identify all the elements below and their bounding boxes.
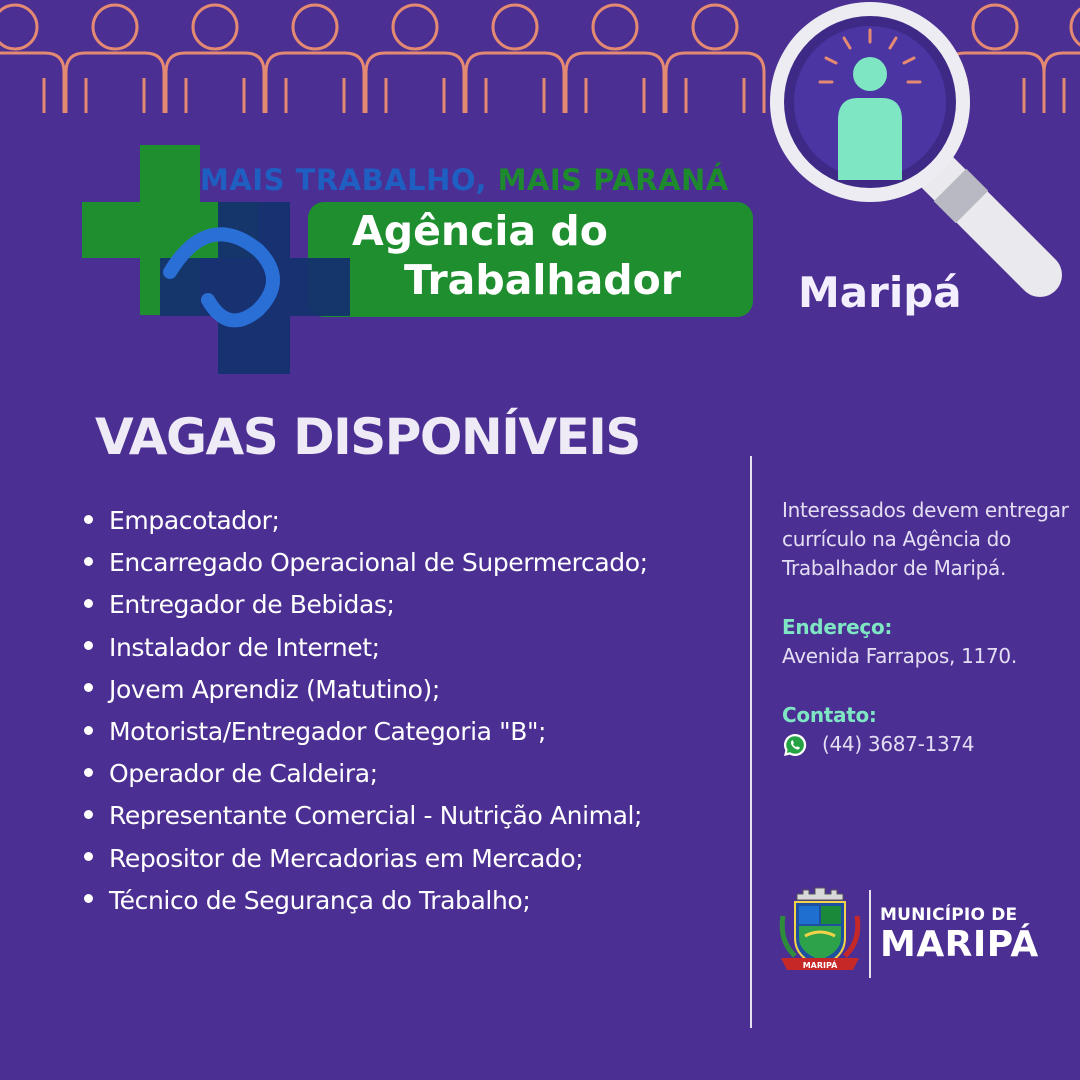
vertical-divider <box>750 456 752 1028</box>
list-item: Repositor de Mercadorias em Mercado; <box>84 838 648 880</box>
municipality-line1: MUNICÍPIO DE <box>880 905 1018 925</box>
magnifier-icon <box>760 0 1080 310</box>
logo-title-line1: Agência do <box>352 207 608 255</box>
person-outline-icon <box>0 5 64 113</box>
logo-tagline-part2: MAIS PARANÁ <box>486 163 729 197</box>
logo-tagline-part1: MAIS TRABALHO, <box>200 163 487 197</box>
info-panel <box>782 496 1072 789</box>
logo-title <box>352 207 752 305</box>
contact-row <box>782 730 1072 759</box>
logo-tagline <box>200 160 760 200</box>
municipality-logo <box>880 904 1039 964</box>
list-item: Instalador de Internet; <box>84 627 648 669</box>
list-item: Entregador de Bebidas; <box>84 584 648 626</box>
person-outline-icon <box>566 5 664 113</box>
municipal-crest-icon <box>775 886 865 978</box>
list-item: Técnico de Segurança do Trabalho; <box>84 880 648 922</box>
section-title: VAGAS DISPONÍVEIS <box>95 408 640 466</box>
phone-number: (44) 3687-1374 <box>822 732 975 756</box>
list-item: Operador de Caldeira; <box>84 753 648 795</box>
job-list <box>84 500 648 922</box>
whatsapp-icon <box>782 732 808 758</box>
list-item: Motorista/Entregador Categoria "B"; <box>84 711 648 753</box>
person-outline-icon <box>466 5 564 113</box>
list-item: Representante Comercial - Nutrição Animal; <box>84 795 648 837</box>
municipality-line2: MARIPÁ <box>880 924 1039 965</box>
address-value: Avenida Farrapos, 1170. <box>782 644 1017 668</box>
city-name: Maripá <box>798 268 962 317</box>
crest-divider <box>869 890 871 978</box>
person-outline-icon <box>66 5 164 113</box>
person-outline-icon <box>166 5 264 113</box>
list-item: Empacotador; <box>84 500 648 542</box>
person-outline-icon <box>266 5 364 113</box>
info-intro: Interessados devem entregar currículo na Agência do Trabalhador de Maripá. <box>782 498 1069 580</box>
contact-label: Contato: <box>782 703 877 727</box>
address-label: Endereço: <box>782 615 893 639</box>
crest-banner-text: MARIPÁ <box>802 961 838 970</box>
list-item: Jovem Aprendiz (Matutino); <box>84 669 648 711</box>
list-item: Encarregado Operacional de Supermercado; <box>84 542 648 584</box>
person-outline-icon <box>666 5 764 113</box>
logo-title-line2: Trabalhador <box>404 256 682 304</box>
person-outline-icon <box>366 5 464 113</box>
